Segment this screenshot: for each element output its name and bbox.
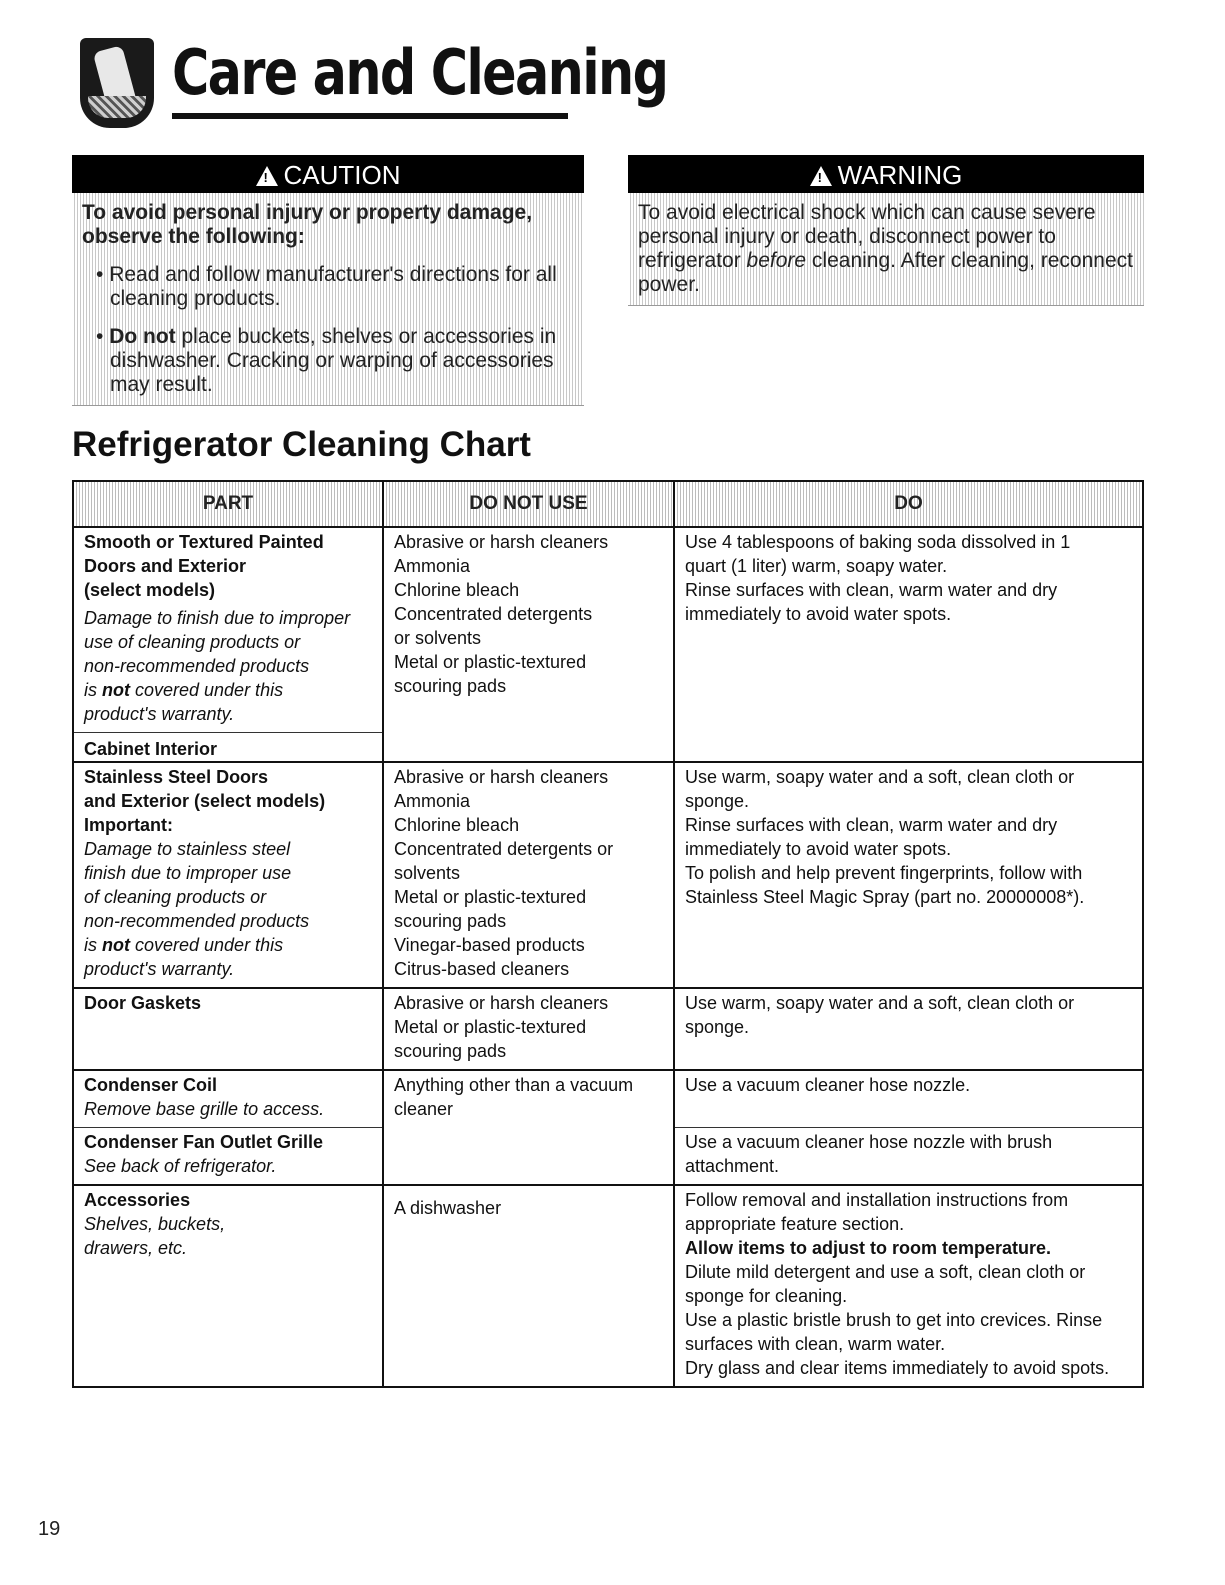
part-cell: Condenser Fan Outlet Grille See back of refrigerator. [73, 1128, 383, 1186]
table-row [73, 1185, 1143, 1387]
do-not-use-cell: Anything other than a vacuum cleaner [383, 1070, 674, 1185]
table-header-row [73, 481, 1143, 527]
table-row [73, 762, 1143, 988]
column-header-part: PART [73, 481, 383, 527]
title-underline [172, 113, 568, 119]
do-not-use-cell: A dishwasher [383, 1185, 674, 1387]
table-row [73, 527, 1143, 762]
do-cell: Use warm, soapy water and a soft, clean cloth or sponge. Rinse surfaces with clean, warm water and dry immediately to avoid water spots. To polish and help prevent fingerprints, follow with Stainless Steel Magic Spray (part no. 20000008*). [674, 762, 1143, 988]
cleaning-chart-title: Refrigerator Cleaning Chart [72, 425, 531, 464]
part-cell: Stainless Steel Doors and Exterior (select models) Important: Damage to stainless steel finish due to improper use of cleaning products or non-recommended products is not covered under this product's warranty. [73, 762, 383, 988]
do-cell: Use a vacuum cleaner hose nozzle. [674, 1070, 1143, 1128]
caution-bullet: • Read and follow manufacturer's directions for all cleaning products. [96, 263, 557, 310]
do-cell: Use warm, soapy water and a soft, clean cloth or sponge. [674, 988, 1143, 1070]
part-cell: Smooth or Textured Painted Doors and Exterior (select models) Damage to finish due to improper use of cleaning products or non-recommended products is not covered under this product's warranty. Cabinet Interior [73, 527, 383, 762]
warning-header: ! WARNING [628, 155, 1144, 193]
page-number: 19 [38, 1518, 61, 1540]
caution-box [72, 155, 584, 406]
warning-triangle-icon: ! [256, 166, 278, 186]
part-cell: Condenser Coil Remove base grille to access. [73, 1070, 383, 1128]
table-row [73, 988, 1143, 1070]
cleaning-spray-icon [80, 38, 154, 128]
part-cabinet-interior: Cabinet Interior [84, 739, 218, 759]
caution-bullet: • Do not place buckets, shelves or accessories in dishwasher. Cracking or warping of accessories may result. [96, 325, 557, 396]
do-cell: Use 4 tablespoons of baking soda dissolved in 1 quart (1 liter) warm, soapy water. Rinse surfaces with clean, warm water and dry immediately to avoid water spots. [674, 527, 1143, 762]
do-not-use-cell: Abrasive or harsh cleaners Ammonia Chlorine bleach Concentrated detergents or solvents Metal or plastic-textured scouring pads [383, 527, 674, 762]
do-cell: Follow removal and installation instructions from appropriate feature section. Allow items to adjust to room temperature. Dilute mild detergent and use a soft, clean cloth or sponge for cleaning. Use a plastic bristle brush to get into crevices. Rinse surfaces with clean, warm water. Dry glass and clear items immediately to avoid spots. [674, 1185, 1143, 1387]
do-not-use-cell: Abrasive or harsh cleaners Ammonia Chlorine bleach Concentrated detergents or solvents Metal or plastic-textured scouring pads Vinegar-based products Citrus-based cleaners [383, 762, 674, 988]
warning-triangle-icon: ! [810, 166, 832, 186]
column-header-do-not-use: DO NOT USE [383, 481, 674, 527]
warning-text: To avoid electrical shock which can cause severe personal injury or death, disconnect power to refrigerator before cleaning. After cleaning, reconnect power. [628, 193, 1144, 306]
cleaning-chart-table [72, 480, 1144, 1388]
caution-header: ! CAUTION [72, 155, 584, 193]
warning-box [628, 155, 1144, 306]
column-header-do: DO [674, 481, 1143, 527]
part-cell: Door Gaskets [73, 988, 383, 1070]
page-title: Care and Cleaning [172, 36, 668, 109]
do-not-use-cell: Abrasive or harsh cleaners Metal or plastic-textured scouring pads [383, 988, 674, 1070]
caution-lead: To avoid personal injury or property damage, observe the following: [82, 201, 533, 248]
table-row [73, 1070, 1143, 1128]
part-cell: Accessories Shelves, buckets, drawers, etc. [73, 1185, 383, 1387]
do-cell: Use a vacuum cleaner hose nozzle with brush attachment. [674, 1128, 1143, 1186]
